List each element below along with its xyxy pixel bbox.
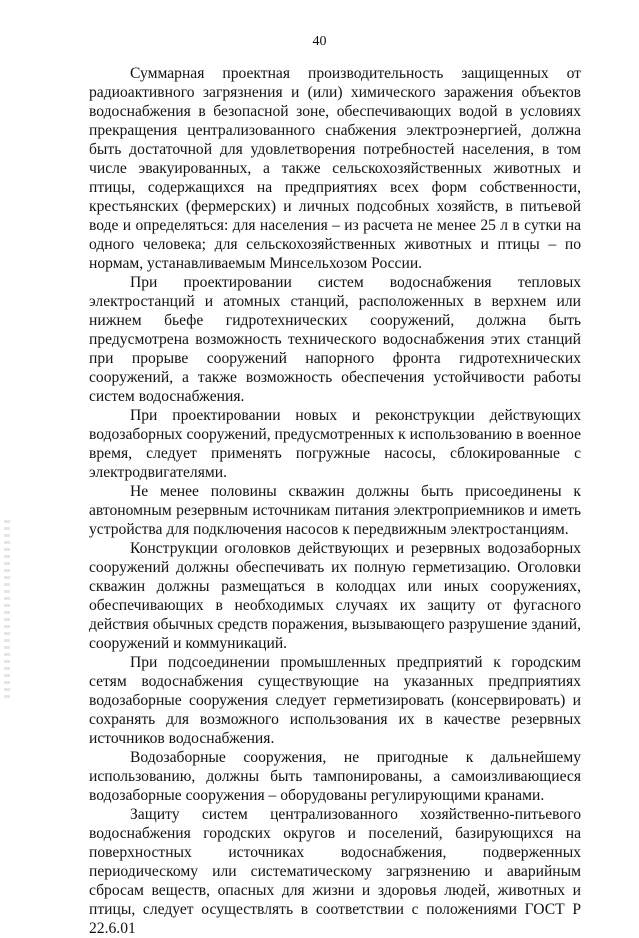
- paragraph-backup-power: Не менее половины скважин должны быть присоединены к автономным резервным источникам питания электроприемников и иметь устройства для подключения насосов к передвижным электростанциям.: [89, 483, 581, 538]
- paragraph-industrial-connections: При подсоединении промышленных предприятий к городским сетям водоснабжения существующие на указанных предприятиях водозаборные сооружения следует герметизировать (консервировать) и сохранять для возможного использования их в качестве резервных источников водоснабжения.: [89, 654, 581, 747]
- paragraph-wellhead-sealing: Конструкции оголовков действующих и резервных водозаборных сооружений должны обеспечивать их полную герметизацию. Оголовки скважин должны размещаться в колодцах или иных сооружениях, обеспечивающих в необходимых случаях их защиту от фугасного действия обычных средств поражения, вызывающего разрушение зданий, сооружений и коммуникаций.: [89, 540, 581, 652]
- page-number: 40: [312, 34, 327, 49]
- paragraph-system-protection: Защиту систем централизованного хозяйственно-питьевого водоснабжения городских округов и поселений, базирующихся на поверхностных источниках водоснабжения, подверженных периодическому или систематическому загрязнению и аварийным сбросам веществ, опасных для жизни и здоровья людей, животных и птицы, следует осуществлять в соответствии с положениями ГОСТ Р 22.6.01: [89, 806, 581, 937]
- document-body: [89, 64, 581, 938]
- paragraph-water-supply-capacity: Суммарная проектная производительность защищенных от радиоактивного загрязнения и (или) химического заражения объектов водоснабжения в безопасной зоне, обеспечивающих водой в условиях прекращения централизованного снабжения электроэнергией, должна быть достаточной для удовлетворения потребностей населения, в том числе эвакуированных, а также сельскохозяйственных животных и птицы, содержащихся на предприятиях всех форм собственности, крестьянских (фермерских) и личных подсобных хозяйств, в питьевой воде и определяться: для населения – из расчета не менее 25 л в сутки на одного человека; для сельскохозяйственных животных и птицы – по нормам, устанавливаемым Минсельхозом России.: [89, 65, 581, 272]
- paragraph-submersible-pumps: При проектировании новых и реконструкции действующих водозаборных сооружений, предусмотренных к использованию в военное время, следует применять погружные насосы, сблокированные с электродвигателями.: [89, 407, 581, 481]
- margin-stamp: [4, 520, 10, 700]
- paragraph-power-plants: При проектировании систем водоснабжения тепловых электростанций и атомных станций, расположенных в верхнем или нижнем бьефе гидротехнических сооружений, должна быть предусмотрена возможность технического водоснабжения этих станций при прорыве сооружений напорного фронта гидротехнических сооружений, а также возможность обеспечения устойчивости работы систем водоснабжения.: [89, 274, 581, 405]
- paragraph-unusable-structures: Водозаборные сооружения, не пригодные к дальнейшему использованию, должны быть тампонированы, а самоизливающиеся водозаборные сооружения – оборудованы регулирующими кранами.: [89, 749, 581, 804]
